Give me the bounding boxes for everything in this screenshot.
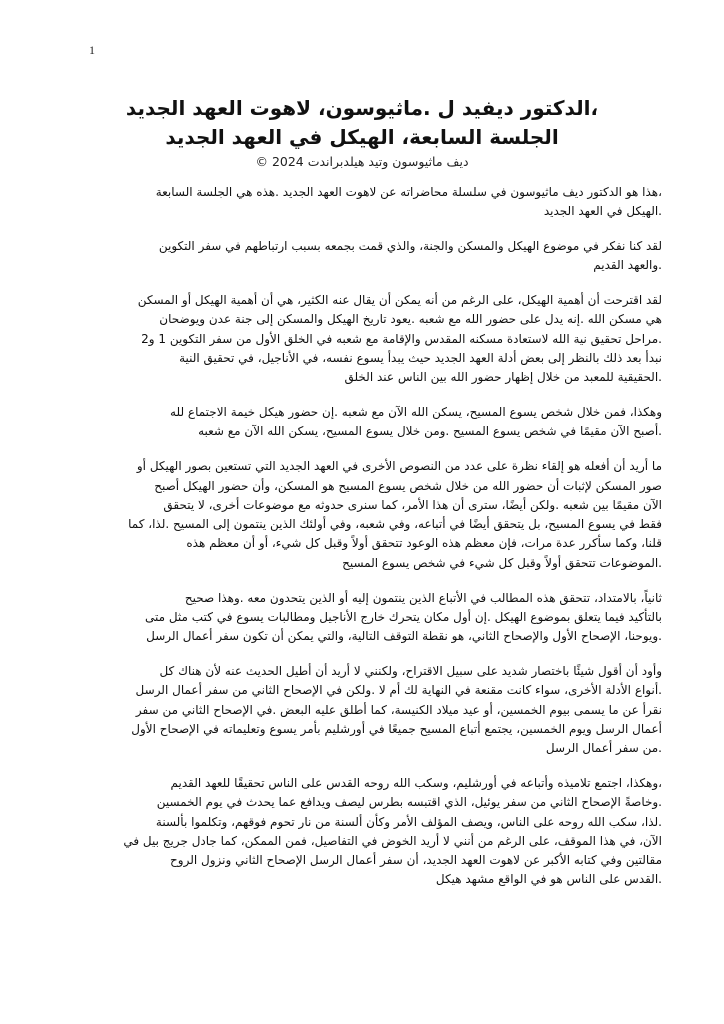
document-body — [62, 183, 662, 905]
text-line: لقد كنا نفكر في موضوع الهيكل والمسكن والجنة، والذي قمت بجمعه بسبب ارتباطهم في سفر التكوين — [158, 239, 662, 254]
text-line: مقالتين وفي كتابه الأكبر عن لاهوت العهد الجديد، أن سفر أعمال الرسل الإصحاح الثاني ونزول الروح — [170, 853, 662, 868]
text-line: ،وهكذا، اجتمع تلاميذه وأتباعه في أورشليم، وسكب الله روحه القدس على الناس تحقيقًا للعهد القديم — [170, 775, 662, 790]
text-line: الآن مقيمًا بين شعبه .ولكن أيضًا، سترى أن هذا الأمر، كما سنرى حدوثه مع موضوعات أخرى، لا يتحقق — [163, 497, 662, 512]
paragraph-7 — [62, 662, 662, 758]
text-line: صور المسكن لإثبات أن حضور الله من خلال شخص يسوع المسيح هو المسكن، وأن حضور الهيكل أصبح — [154, 478, 662, 493]
text-line: .أنواع الأدلة الأخرى، سواء كانت مقنعة في النهاية لك أم لا .ولكن في الإصحاح الثاني من سفر أعمال الرسل — [135, 683, 662, 698]
text-line: وهكذا، فمن خلال شخص يسوع المسيح، يسكن الله الآن مع شعبه .إن حضور هيكل خيمة الاجتماع لله — [170, 405, 662, 420]
text-line: نقرأ عن ما يسمى بيوم الخمسين، أو عيد ميلاد الكنيسة، كما أطلق عليه البعض .في الإصحاح الثاني من سفر — [135, 702, 662, 717]
text-line: .ويوحنا، الإصحاح الأول والإصحاح الثاني، هو نقطة التوقف التالية، والتي يمكن أن تكون سفر أعمال الرسل — [146, 629, 662, 644]
text-line: ما أريد أن أفعله هو إلقاء نظرة على عدد من النصوص الأخرى في العهد الجديد التي تستعين بصور الهيكل أو — [136, 459, 662, 474]
text-line: بالتأكيد فيما يتعلق بموضوع الهيكل .إن أول مكان يتحرك خارج الأناجيل ومطالبات يسوع في كتب مثل متى — [144, 609, 662, 624]
text-line: .من سفر أعمال الرسل — [545, 741, 662, 756]
text-line: وأود أن أقول شيئًا باختصار شديد على سبيل الاقتراح، ولكنني لا أريد أن أطيل الحديث عنه لأن هناك كل — [159, 663, 662, 678]
text-line: أعمال الرسل ويوم الخمسين، يجتمع أتباع المسيح جميعًا في أورشليم بأمر يسوع وتعليماته في الإصحاح الأول — [131, 721, 662, 736]
text-line: هي مسكن الله .إنه يدل على حضور الله مع شعبه .يعود تاريخ الهيكل والمسكن إلى جنة عدن ويوضحان — [159, 312, 662, 327]
paragraph-5 — [62, 457, 662, 573]
copyright-line: ديف ماثيوسون وتيد هيلدبراندت 2024 © — [255, 154, 469, 169]
text-line: .وخاصةً الإصحاح الثاني من سفر يوئيل، الذي اقتبسه بطرس ليصف ويدافع عما يحدث في يوم الخمسين — [156, 795, 662, 810]
paragraph-4 — [62, 403, 662, 442]
text-line: .الموضوعات تتحقق أولاً وقبل كل شيء في شخص يسوع المسيح — [342, 555, 662, 570]
text-line: .القدس على الناس هو في الواقع مشهد هيكل — [435, 872, 662, 887]
text-line: .والعهد القديم — [593, 258, 662, 273]
text-line: نبدأ بعد ذلك بالنظر إلى بعض أدلة العهد الجديد حيث يبدأ يسوع نفسه، في الأناجيل، في تحقيق النية — [179, 351, 662, 366]
paragraph-6 — [62, 589, 662, 647]
text-line: .الحقيقية للمعبد من خلال إظهار حضور الله بين الناس عند الخلق — [344, 370, 662, 385]
paragraph-2 — [62, 237, 662, 276]
text-line: قلنا، وكما سأكرر عدة مرات، فإن معظم هذه الوعود تتحقق أولاً وقبل كل شيء، أو أن معظم هذه — [186, 536, 662, 551]
title-line-2: الجلسة السابعة، الهيكل في العهد الجديد — [165, 125, 559, 149]
text-line: .أصبح الآن مقيمًا في شخص يسوع المسيح .ومن خلال يسوع المسيح، يسكن الله الآن مع شعبه — [198, 424, 662, 439]
text-line: الآن، في هذا الموقف، على الرغم من أنني لا أريد الخوض في التفاصيل، فمن الممكن، كما جادل جريج بيل في — [123, 833, 662, 848]
text-line: ثانياً، بالامتداد، تتحقق هذه المطالب في الأتباع الذين ينتمون إليه أو الذين يتحدون معه .وهذا صحيح — [184, 590, 662, 605]
paragraph-3 — [62, 291, 662, 387]
text-line: فقط في يسوع المسيح، بل يتحقق أيضًا في أتباعه، وفي شعبه، وفي أولئك الذين ينتمون إلى المسيح .لذا، كما — [128, 517, 662, 532]
text-line: لقد اقترحت أن أهمية الهيكل، على الرغم من أنه يمكن أن يقال عنه الكثير، هي أن أهمية الهيكل أو المسكن — [137, 293, 662, 308]
document-header — [60, 94, 664, 171]
title-line-1: ،الدكتور ديفيد ل .ماثيوسون، لاهوت العهد الجديد — [125, 96, 599, 120]
page-number: 1 — [89, 43, 95, 57]
paragraph-8 — [62, 774, 662, 890]
text-line: .الهيكل في العهد الجديد — [543, 204, 662, 219]
text-line: .لذا، سكب الله روحه على الناس، ويصف المؤلف الأمر وكأن ألسنة من نار تحوم فوقهم، وتكلموا بألسنة — [155, 814, 662, 829]
text-line: .مراحل تحقيق نية الله لاستعادة مسكنه المقدس والإقامة مع شعبه في الخلق الأول من سفر التكوين 1 و2 — [141, 331, 662, 346]
text-line: ،هذا هو الدكتور ديف ماثيوسون في سلسلة محاضراته عن لاهوت العهد الجديد .هذه هي الجلسة السابعة — [155, 185, 662, 199]
paragraph-1 — [62, 183, 662, 222]
